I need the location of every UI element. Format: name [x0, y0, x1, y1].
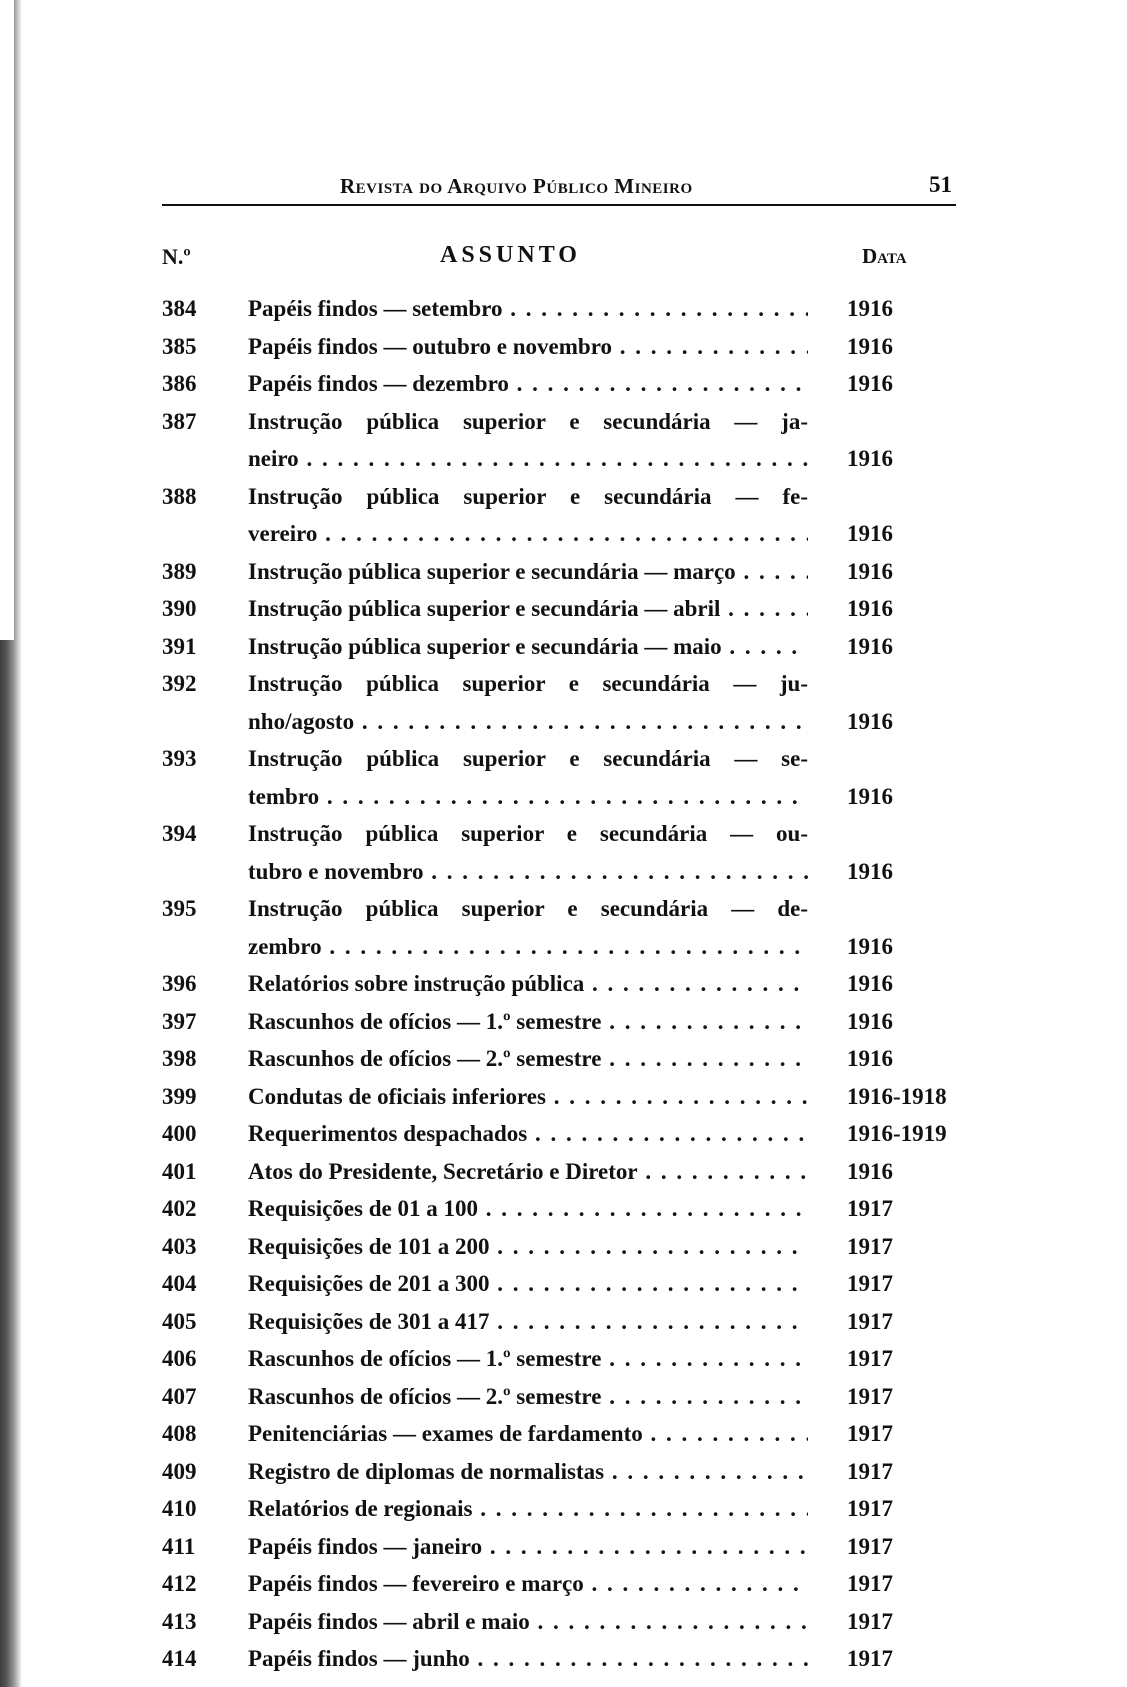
entry-subject-line: Instrução pública superior e secundária — de-: [248, 896, 808, 921]
entry-subject: [248, 665, 808, 740]
entry-subject-line: Requisições de 101 a 200 . . .: [248, 1228, 808, 1266]
entry-number: 400: [162, 1121, 197, 1146]
entry-subject: [248, 1040, 808, 1078]
entry-date: 1916-1918: [847, 1083, 947, 1109]
entry-subject-line: Rascunhos de ofícios — 1.º semestre . . .: [248, 1340, 808, 1378]
entry-date: 1917: [847, 1571, 893, 1596]
list-item: [162, 1528, 956, 1566]
entry-subject-line: Papéis findos — abril e maio . . .: [248, 1603, 808, 1641]
entry-subject: [248, 1115, 808, 1153]
header-rule: [162, 204, 956, 206]
entry-date: 1917: [847, 1533, 893, 1559]
entry-number: 384: [162, 296, 197, 321]
entry-subject-line: Rascunhos de ofícios — 2.º semestre . . .: [248, 1040, 808, 1078]
entry-date: 1917: [847, 1646, 893, 1671]
list-item: [162, 1565, 956, 1603]
entry-date: 1916: [847, 446, 893, 471]
entry-number: 414: [162, 1646, 197, 1671]
entry-subject-line: tubro e novembro . . .: [248, 853, 808, 891]
entry-subject-line: Penitenciárias — exames de fardamento . . .: [248, 1415, 808, 1453]
entry-subject-line: Requerimentos despachados . . .: [248, 1115, 808, 1153]
list-item: [162, 1003, 956, 1041]
list-item: [162, 1115, 956, 1153]
entry-date: 1916: [847, 1046, 893, 1071]
list-item: [162, 1040, 956, 1078]
column-header-subject: ASSUNTO: [440, 242, 581, 268]
entry-number: 401: [162, 1158, 197, 1184]
entry-subject-line: Rascunhos de ofícios — 2.º semestre . . .: [248, 1378, 808, 1416]
list-item: [162, 553, 956, 591]
entry-subject: [248, 478, 808, 553]
entry-subject: [248, 890, 808, 965]
entry-number: 406: [162, 1346, 197, 1371]
entry-number: 409: [162, 1458, 197, 1484]
entry-number: 410: [162, 1496, 197, 1521]
list-item: [162, 1078, 956, 1116]
entry-subject-line: Requisições de 01 a 100 . . .: [248, 1190, 808, 1228]
entry-number: 396: [162, 971, 197, 996]
entry-subject: [248, 1453, 808, 1491]
entry-subject-line: Papéis findos — fevereiro e março . . .: [248, 1565, 808, 1603]
list-item: [162, 740, 956, 815]
list-item: [162, 665, 956, 740]
list-item: [162, 365, 956, 403]
entry-number: 387: [162, 408, 197, 434]
list-item: [162, 290, 956, 328]
entry-subject-line: nho/agosto . . .: [248, 703, 808, 741]
entry-subject-line: Papéis findos — junho . . .: [248, 1640, 808, 1678]
entry-subject: [248, 328, 808, 366]
entries-list: [162, 290, 956, 1678]
entry-subject-line: Relatórios sobre instrução pública . . .: [248, 965, 808, 1003]
page-number: 51: [929, 172, 952, 197]
entry-date: 1917: [847, 1458, 893, 1484]
entry-number: 411: [162, 1533, 196, 1559]
list-item: [162, 478, 956, 553]
entry-subject: [248, 403, 808, 478]
entry-subject: [248, 1603, 808, 1641]
entry-subject: [248, 1378, 808, 1416]
entry-subject-line: Papéis findos — setembro . . .: [248, 290, 808, 328]
entry-number: 402: [162, 1196, 197, 1221]
entry-number: 405: [162, 1308, 197, 1334]
entry-subject: [248, 290, 808, 328]
entry-date: 1917: [847, 1346, 893, 1371]
entry-subject-line: Relatórios de regionais . . .: [248, 1490, 808, 1528]
entry-subject-line: vereiro . . .: [248, 515, 808, 553]
entry-date: 1917: [847, 1421, 893, 1446]
entry-number: 388: [162, 483, 197, 509]
entry-subject: [248, 1265, 808, 1303]
list-item: [162, 1190, 956, 1228]
entry-date: 1917: [847, 1308, 893, 1334]
entry-number: 398: [162, 1046, 197, 1071]
list-item: [162, 1453, 956, 1491]
entry-date: 1916: [847, 858, 893, 884]
list-item: [162, 628, 956, 666]
entry-subject-line: Atos do Presidente, Secretário e Diretor . . .: [248, 1153, 808, 1191]
entry-subject: [248, 965, 808, 1003]
entry-number: 392: [162, 671, 197, 696]
entry-date: 1916-1919: [847, 1121, 947, 1146]
entry-number: 385: [162, 333, 197, 359]
entry-subject-line: Instrução pública superior e secundária — março . . .: [248, 553, 808, 591]
entry-subject: [248, 1640, 808, 1678]
list-item: [162, 590, 956, 628]
list-item: [162, 1265, 956, 1303]
entry-subject: [248, 1490, 808, 1528]
entry-subject: [248, 1415, 808, 1453]
entry-date: 1916: [847, 971, 893, 996]
list-item: [162, 1378, 956, 1416]
entry-subject: [248, 590, 808, 628]
page-margin: [0, 0, 14, 640]
entry-number: 389: [162, 558, 197, 584]
entry-subject: [248, 1003, 808, 1041]
entry-subject-line: Instrução pública superior e secundária — ou-: [248, 821, 808, 846]
running-title: Revista do Arquivo Público Mineiro: [340, 174, 693, 198]
list-item: [162, 890, 956, 965]
column-header-date: Data: [862, 244, 907, 268]
entry-date: 1916: [847, 596, 893, 621]
entry-number: 386: [162, 371, 197, 396]
list-item: [162, 1603, 956, 1641]
entry-number: 390: [162, 596, 197, 621]
column-header-number: N.º: [162, 244, 191, 269]
entry-date: 1917: [847, 1496, 893, 1521]
list-item: [162, 1228, 956, 1266]
list-item: [162, 815, 956, 890]
list-item: [162, 1490, 956, 1528]
entry-subject-line: Papéis findos — janeiro . . .: [248, 1528, 808, 1566]
entry-number: 413: [162, 1608, 197, 1634]
entry-subject-line: Instrução pública superior e secundária — abril . . .: [248, 590, 808, 628]
entry-subject-line: Rascunhos de ofícios — 1.º semestre . . .: [248, 1003, 808, 1041]
entry-date: 1916: [847, 783, 893, 809]
entry-date: 1916: [847, 708, 893, 734]
entry-date: 1916: [847, 633, 893, 659]
entry-date: 1916: [847, 933, 893, 959]
entry-number: 395: [162, 896, 197, 921]
entry-date: 1917: [847, 1196, 893, 1221]
entry-number: 404: [162, 1271, 197, 1296]
entry-date: 1916: [847, 521, 893, 546]
entry-subject: [248, 553, 808, 591]
entry-number: 399: [162, 1083, 197, 1109]
entry-date: 1917: [847, 1271, 893, 1296]
entry-subject-line: Requisições de 201 a 300 . . .: [248, 1265, 808, 1303]
entry-subject: [248, 1565, 808, 1603]
entry-date: 1917: [847, 1233, 893, 1259]
list-item: [162, 328, 956, 366]
entry-subject: [248, 1078, 808, 1116]
entry-number: 391: [162, 633, 197, 659]
entry-subject-line: Registro de diplomas de normalistas . . .: [248, 1453, 808, 1491]
list-item: [162, 965, 956, 1003]
entry-date: 1916: [847, 371, 893, 396]
entry-number: 394: [162, 821, 197, 846]
entry-subject-line: Instrução pública superior e secundária — ja-: [248, 408, 808, 434]
list-item: [162, 1303, 956, 1341]
entry-number: 397: [162, 1008, 197, 1034]
entry-subject: [248, 365, 808, 403]
entry-subject: [248, 1228, 808, 1266]
list-item: [162, 1340, 956, 1378]
list-item: [162, 1153, 956, 1191]
entry-date: 1916: [847, 1158, 893, 1184]
entry-subject: [248, 740, 808, 815]
entry-subject: [248, 1528, 808, 1566]
list-item: [162, 1415, 956, 1453]
entry-subject-line: Instrução pública superior e secundária — ju-: [248, 671, 808, 696]
entry-subject-line: Papéis findos — dezembro . . .: [248, 365, 808, 403]
entry-number: 407: [162, 1383, 197, 1409]
entry-subject-line: Instrução pública superior e secundária — se-: [248, 746, 808, 771]
entry-subject-line: Instrução pública superior e secundária — fe-: [248, 483, 808, 509]
entry-subject: [248, 1153, 808, 1191]
column-headers: [162, 240, 956, 270]
entry-number: 393: [162, 746, 197, 771]
list-item: [162, 1640, 956, 1678]
entry-number: 403: [162, 1233, 197, 1259]
entry-subject: [248, 1190, 808, 1228]
entry-date: 1916: [847, 1008, 893, 1034]
entry-subject: [248, 1340, 808, 1378]
entry-subject: [248, 628, 808, 666]
entry-subject-line: Condutas de oficiais inferiores . . .: [248, 1078, 808, 1116]
page-header: [162, 172, 956, 208]
list-item: [162, 403, 956, 478]
entry-number: 412: [162, 1571, 197, 1596]
entry-subject: [248, 815, 808, 890]
entry-subject-line: Papéis findos — outubro e novembro . . .: [248, 328, 808, 366]
entry-date: 1916: [847, 296, 893, 321]
entry-date: 1917: [847, 1383, 893, 1409]
entry-subject-line: zembro . . .: [248, 928, 808, 966]
entry-number: 408: [162, 1421, 197, 1446]
entry-subject-line: Requisições de 301 a 417 . . .: [248, 1303, 808, 1341]
entry-subject-line: neiro . . .: [248, 440, 808, 478]
entry-date: 1916: [847, 558, 893, 584]
entry-date: 1916: [847, 333, 893, 359]
entry-date: 1917: [847, 1608, 893, 1634]
entry-subject-line: tembro . . .: [248, 778, 808, 816]
entry-subject-line: Instrução pública superior e secundária — maio . . .: [248, 628, 808, 666]
entry-subject: [248, 1303, 808, 1341]
